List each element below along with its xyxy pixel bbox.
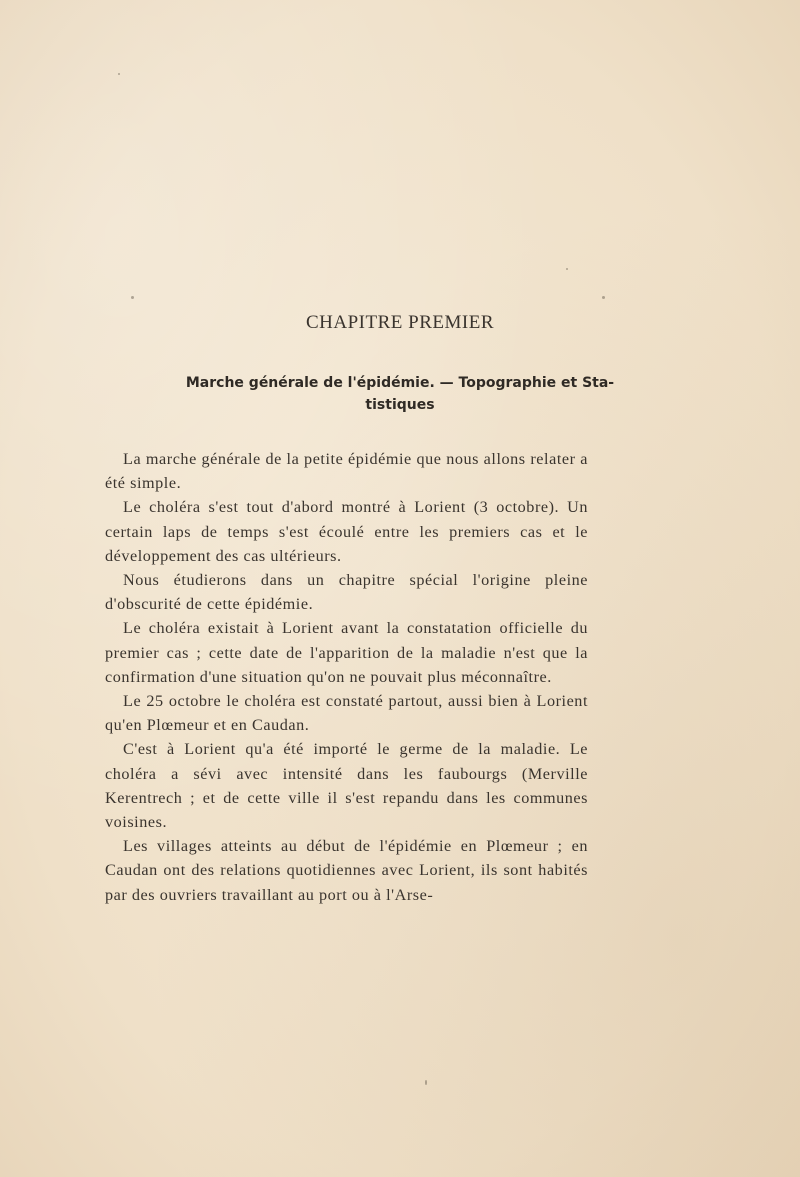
- section-heading-line-2: tistiques: [365, 397, 435, 413]
- chapter-title: CHAPITRE PREMIER: [306, 312, 494, 333]
- paragraph: La marche générale de la petite épidémie que nous allons relater a été simple.: [105, 450, 588, 493]
- section-heading: [100, 372, 700, 416]
- paragraph: Le 25 octobre le choléra est constaté partout, aussi bien à Lorient qu'en Plœmeur et en Caudan.: [105, 692, 588, 735]
- paragraph: Le choléra existait à Lorient avant la constatation officielle du premier cas ; cette date de l'apparition de la maladie n'est que la confirmation d'une situation qu'on ne pouvait plus méconnaître.: [105, 619, 588, 686]
- paragraph: Les villages atteints au début de l'épidémie en Plœmeur ; en Caudan ont des relations quotidiennes avec Lorient, ils sont habités par des ouvriers travaillant au port ou à l'Arse-: [105, 837, 588, 904]
- paragraph: Nous étudierons dans un chapitre spécial l'origine pleine d'obscurité de cette épidémie.: [105, 571, 588, 614]
- body-text: [105, 447, 588, 907]
- section-heading-line-1: Marche générale de l'épidémie. — Topographie et Sta-: [185, 375, 615, 391]
- paragraph: C'est à Lorient qu'a été importé le germe de la maladie. Le choléra a sévi avec intensité dans les faubourgs (Merville Kerentrech ; et de cette ville il s'est repandu dans les communes voisines.: [105, 740, 588, 832]
- paper-speck: [118, 73, 120, 75]
- paper-speck: [131, 296, 134, 299]
- paper-speck: [425, 1080, 427, 1085]
- paper-speck: [566, 268, 568, 270]
- paragraph: Le choléra s'est tout d'abord montré à Lorient (3 octobre). Un certain laps de temps s'est écoulé entre les premiers cas et le développement des cas ultérieurs.: [105, 498, 588, 565]
- paper-speck: [602, 296, 605, 299]
